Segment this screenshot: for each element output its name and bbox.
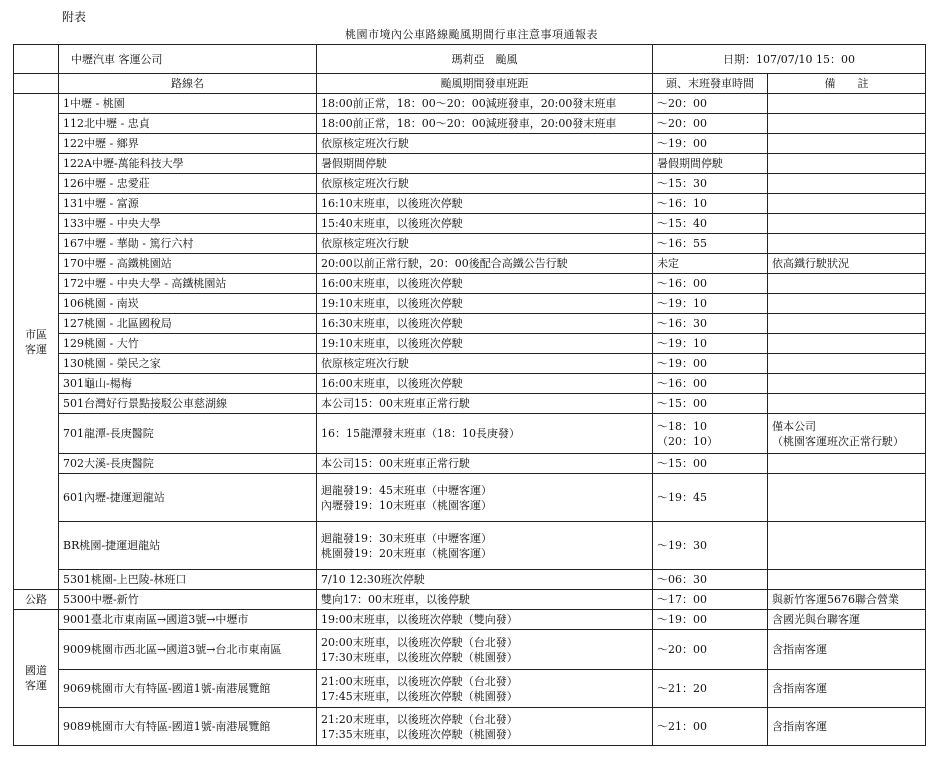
- cell-line: ～20：00: [657, 643, 707, 656]
- notice-table: [13, 44, 926, 746]
- cell-line: ～19：10: [657, 297, 707, 310]
- first-last-time-cell: [653, 194, 768, 214]
- column-header-note: 備 註: [768, 74, 926, 94]
- route-name: 172中壢 - 中央大學 - 高鐵桃園站: [59, 274, 317, 294]
- route-name: 702大溪-長庚醫院: [59, 454, 317, 474]
- route-name: 167中壢 - 華勛 - 篤行六村: [59, 234, 317, 254]
- cell-line: 依高鐵行駛狀況: [772, 257, 849, 270]
- table-row: [14, 114, 926, 134]
- schedule-cell: [317, 314, 653, 334]
- note-cell: [768, 708, 926, 746]
- category-cell: 公路: [14, 590, 59, 610]
- cell-line: ～17：00: [657, 593, 707, 606]
- cell-line: 依原核定班次行駛: [321, 357, 409, 370]
- cell-line: ～06：30: [657, 573, 707, 586]
- route-name: 5301桃園-上巴陵-林班口: [59, 570, 317, 590]
- cell-line: ～19：00: [657, 357, 707, 370]
- note-cell: [768, 590, 926, 610]
- note-cell: [768, 522, 926, 570]
- cell-line: 依原核定班次行駛: [321, 237, 409, 250]
- route-name: 131中壢 - 富源: [59, 194, 317, 214]
- cell-line: 19:00末班車，以後班次停駛（雙向發）: [321, 613, 518, 626]
- cell-line: 依原核定班次行駛: [321, 137, 409, 150]
- note-cell: [768, 214, 926, 234]
- cell-line: 本公司15：00末班車正常行駛: [321, 457, 470, 470]
- schedule-cell: [317, 334, 653, 354]
- first-last-time-cell: [653, 474, 768, 522]
- note-cell: [768, 630, 926, 670]
- cell-line: 依原核定班次行駛: [321, 177, 409, 190]
- first-last-time-cell: [653, 394, 768, 414]
- cell-line: （20：10）: [657, 434, 718, 448]
- company-name: 中壢汽車 客運公司: [59, 45, 317, 74]
- cell-line: ～15：00: [657, 457, 707, 470]
- cell-line: ～16：00: [657, 377, 707, 390]
- first-last-time-cell: [653, 708, 768, 746]
- note-cell: [768, 474, 926, 522]
- cell-line: 雙向17：00末班車，以後停駛: [321, 593, 470, 606]
- cell-line: ～18：10: [657, 419, 707, 433]
- cell-line: ～19：00: [657, 613, 707, 626]
- table-row: [14, 708, 926, 746]
- table-row: [14, 334, 926, 354]
- column-header-route: 路線名: [59, 74, 317, 94]
- schedule-cell: [317, 454, 653, 474]
- schedule-cell: [317, 94, 653, 114]
- cell-line: 16:00末班車，以後班次停駛: [321, 377, 463, 390]
- cell-line: 19:10末班車，以後班次停駛: [321, 297, 463, 310]
- first-last-time-cell: [653, 610, 768, 630]
- route-name: BR桃園-捷運迴龍站: [59, 522, 317, 570]
- route-name: 170中壢 - 高鐵桃園站: [59, 254, 317, 274]
- schedule-cell: [317, 610, 653, 630]
- table-row: [14, 590, 926, 610]
- cell-line: 迴龍發19：45末班車（中壢客運）: [321, 483, 492, 497]
- table-row: [14, 630, 926, 670]
- first-last-time-cell: [653, 274, 768, 294]
- table-row: [14, 670, 926, 708]
- route-name: 9001臺北市東南區→國道3號→中壢市: [59, 610, 317, 630]
- column-header-schedule: 颱風期間發車班距: [317, 74, 653, 94]
- schedule-cell: [317, 274, 653, 294]
- table-row: [14, 274, 926, 294]
- cell-line: 桃園發19：20末班車（桃園客運）: [321, 546, 492, 560]
- cell-line: ～16：30: [657, 317, 707, 330]
- schedule-cell: [317, 234, 653, 254]
- route-name: 127桃園 - 北區國稅局: [59, 314, 317, 334]
- table-row: [14, 474, 926, 522]
- schedule-cell: [317, 254, 653, 274]
- column-header-times: 頭、末班發車時間: [653, 74, 768, 94]
- typhoon-name: 瑪莉亞 颱風: [317, 45, 653, 74]
- table-row: [14, 374, 926, 394]
- note-cell: [768, 354, 926, 374]
- first-last-time-cell: [653, 114, 768, 134]
- route-name: 5300中壢-新竹: [59, 590, 317, 610]
- schedule-cell: [317, 134, 653, 154]
- first-last-time-cell: [653, 374, 768, 394]
- cell-line: ～19：10: [657, 337, 707, 350]
- first-last-time-cell: [653, 214, 768, 234]
- cell-line: 未定: [657, 257, 679, 270]
- schedule-cell: [317, 630, 653, 670]
- cell-line: 18:00前正常，18：00～20：00減班發車，20:00發末班車: [321, 97, 617, 110]
- route-name: 601內壢-捷運迴龍站: [59, 474, 317, 522]
- first-last-time-cell: [653, 254, 768, 274]
- cell-line: 21:00末班車，以後班次停駛（台北發）: [321, 674, 518, 688]
- route-name: 701龍潭-長庚醫院: [59, 414, 317, 454]
- schedule-cell: [317, 294, 653, 314]
- note-cell: [768, 114, 926, 134]
- report-date: 日期：107/07/10 15：00: [653, 45, 926, 74]
- cell-line: 20:00末班車，以後班次停駛（台北發）: [321, 635, 518, 649]
- first-last-time-cell: [653, 522, 768, 570]
- first-last-time-cell: [653, 354, 768, 374]
- cell-line: 暑假期間停駛: [321, 157, 387, 170]
- table-row: [14, 94, 926, 114]
- table-row: [14, 314, 926, 334]
- cell-line: ～20：00: [657, 117, 707, 130]
- schedule-cell: [317, 114, 653, 134]
- first-last-time-cell: [653, 174, 768, 194]
- note-cell: [768, 314, 926, 334]
- route-name: 106桃園 - 南崁: [59, 294, 317, 314]
- cell-line: ～15：40: [657, 217, 707, 230]
- schedule-cell: [317, 414, 653, 454]
- note-cell: [768, 454, 926, 474]
- cell-line: 含指南客運: [772, 682, 827, 695]
- table-row: [14, 354, 926, 374]
- cell-line: 7/10 12:30班次停駛: [321, 573, 425, 586]
- table-row: [14, 194, 926, 214]
- first-last-time-cell: [653, 334, 768, 354]
- route-name: 122中壢 - 鄉界: [59, 134, 317, 154]
- note-cell: [768, 334, 926, 354]
- note-cell: [768, 274, 926, 294]
- cell-line: 迴龍發19：30末班車（中壢客運）: [321, 531, 492, 545]
- cell-line: （桃園客運班次正常行駛）: [772, 434, 904, 448]
- category-cell: 市區客運: [14, 94, 59, 590]
- first-last-time-cell: [653, 154, 768, 174]
- route-name: 9089桃園市大有特區-國道1號-南港展覽館: [59, 708, 317, 746]
- table-row: [14, 234, 926, 254]
- column-header-row: [14, 74, 926, 94]
- first-last-time-cell: [653, 234, 768, 254]
- note-cell: [768, 94, 926, 114]
- route-name: 301龜山-楊梅: [59, 374, 317, 394]
- schedule-cell: [317, 214, 653, 234]
- table-row: [14, 610, 926, 630]
- note-cell: [768, 570, 926, 590]
- note-cell: [768, 194, 926, 214]
- cell-line: 含國光與台聯客運: [772, 613, 860, 626]
- cell-line: 17:45末班車，以後班次停駛（桃園發）: [321, 689, 518, 703]
- route-name: 1中壢 - 桃園: [59, 94, 317, 114]
- schedule-cell: [317, 570, 653, 590]
- cell-line: 暑假期間停駛: [657, 157, 723, 170]
- cell-line: 19:10末班車，以後班次停駛: [321, 337, 463, 350]
- first-last-time-cell: [653, 314, 768, 334]
- schedule-cell: [317, 708, 653, 746]
- note-cell: [768, 610, 926, 630]
- cell-line: ～21：20: [657, 682, 707, 695]
- cell-line: ～21：00: [657, 720, 707, 733]
- cell-line: 內壢發19：10末班車（桃園客運）: [321, 498, 492, 512]
- schedule-cell: [317, 522, 653, 570]
- route-name: 9069桃園市大有特區-國道1號-南港展覽館: [59, 670, 317, 708]
- document-title: 桃園市境內公車路線颱風期間行車注意事項通報表: [345, 28, 598, 41]
- schedule-cell: [317, 154, 653, 174]
- cell-line: ～16：00: [657, 277, 707, 290]
- table-row: [14, 454, 926, 474]
- route-name: 129桃園 - 大竹: [59, 334, 317, 354]
- schedule-cell: [317, 590, 653, 610]
- route-name: 501台灣好行景點接駁公車慈湖線: [59, 394, 317, 414]
- table-row: [14, 154, 926, 174]
- appendix-label: 附表: [62, 10, 87, 24]
- cell-line: ～16：10: [657, 197, 707, 210]
- first-last-time-cell: [653, 414, 768, 454]
- table-row: [14, 294, 926, 314]
- route-name: 112北中壢 - 忠貞: [59, 114, 317, 134]
- cell-line: 與新竹客運5676聯合營業: [772, 593, 899, 606]
- first-last-time-cell: [653, 134, 768, 154]
- cell-line: ～15：30: [657, 177, 707, 190]
- note-cell: [768, 154, 926, 174]
- table-row: [14, 414, 926, 454]
- schedule-cell: [317, 474, 653, 522]
- cell-line: 17:30末班車，以後班次停駛（桃園發）: [321, 650, 518, 664]
- cell-line: 16:10末班車，以後班次停駛: [321, 197, 463, 210]
- cell-line: 21:20末班車，以後班次停駛（台北發）: [321, 712, 518, 726]
- table-row: [14, 214, 926, 234]
- cell-line: 含指南客運: [772, 643, 827, 656]
- table-row: [14, 522, 926, 570]
- cell-line: ～19：30: [657, 539, 707, 552]
- note-cell: [768, 294, 926, 314]
- note-cell: [768, 670, 926, 708]
- cell-line: 16:30末班車，以後班次停駛: [321, 317, 463, 330]
- schedule-cell: [317, 174, 653, 194]
- route-name: 122A中壢-萬能科技大學: [59, 154, 317, 174]
- cell-line: 15:40末班車，以後班次停駛: [321, 217, 463, 230]
- first-last-time-cell: [653, 454, 768, 474]
- cell-line: 僅本公司: [772, 419, 816, 433]
- cell-line: 本公司15：00末班車正常行駛: [321, 397, 470, 410]
- schedule-cell: [317, 194, 653, 214]
- route-name: 9009桃園市西北區→國道3號→台北市東南區: [59, 630, 317, 670]
- first-last-time-cell: [653, 294, 768, 314]
- cell-line: 16:00末班車，以後班次停駛: [321, 277, 463, 290]
- table-row: [14, 394, 926, 414]
- cell-line: ～19：00: [657, 137, 707, 150]
- first-last-time-cell: [653, 590, 768, 610]
- table-row: [14, 570, 926, 590]
- table-row: [14, 134, 926, 154]
- route-name: 133中壢 - 中央大學: [59, 214, 317, 234]
- route-name: 130桃園 - 榮民之家: [59, 354, 317, 374]
- cell-line: ～15：00: [657, 397, 707, 410]
- route-name: 126中壢 - 忠愛莊: [59, 174, 317, 194]
- first-last-time-cell: [653, 630, 768, 670]
- cell-line: ～19：45: [657, 491, 707, 504]
- schedule-cell: [317, 354, 653, 374]
- first-last-time-cell: [653, 94, 768, 114]
- table-row: [14, 254, 926, 274]
- schedule-cell: [317, 394, 653, 414]
- table-row: [14, 174, 926, 194]
- first-last-time-cell: [653, 670, 768, 708]
- note-cell: [768, 174, 926, 194]
- cell-line: ～20：00: [657, 97, 707, 110]
- cell-line: 17:35末班車，以後班次停駛（桃園發）: [321, 727, 518, 741]
- cell-line: 16：15龍潭發末班車（18：10長庚發）: [321, 427, 520, 440]
- cell-line: 18:00前正常，18：00～20：00減班發車，20:00發末班車: [321, 117, 617, 130]
- cell-line: ～16：55: [657, 237, 707, 250]
- schedule-cell: [317, 374, 653, 394]
- company-header-row: [14, 45, 926, 74]
- first-last-time-cell: [653, 570, 768, 590]
- cell-line: 含指南客運: [772, 720, 827, 733]
- schedule-cell: [317, 670, 653, 708]
- note-cell: [768, 254, 926, 274]
- category-cell: 國道客運: [14, 610, 59, 746]
- note-cell: [768, 374, 926, 394]
- note-cell: [768, 134, 926, 154]
- note-cell: [768, 414, 926, 454]
- note-cell: [768, 234, 926, 254]
- note-cell: [768, 394, 926, 414]
- cell-line: 20:00以前正常行駛，20：00後配合高鐵公告行駛: [321, 257, 568, 270]
